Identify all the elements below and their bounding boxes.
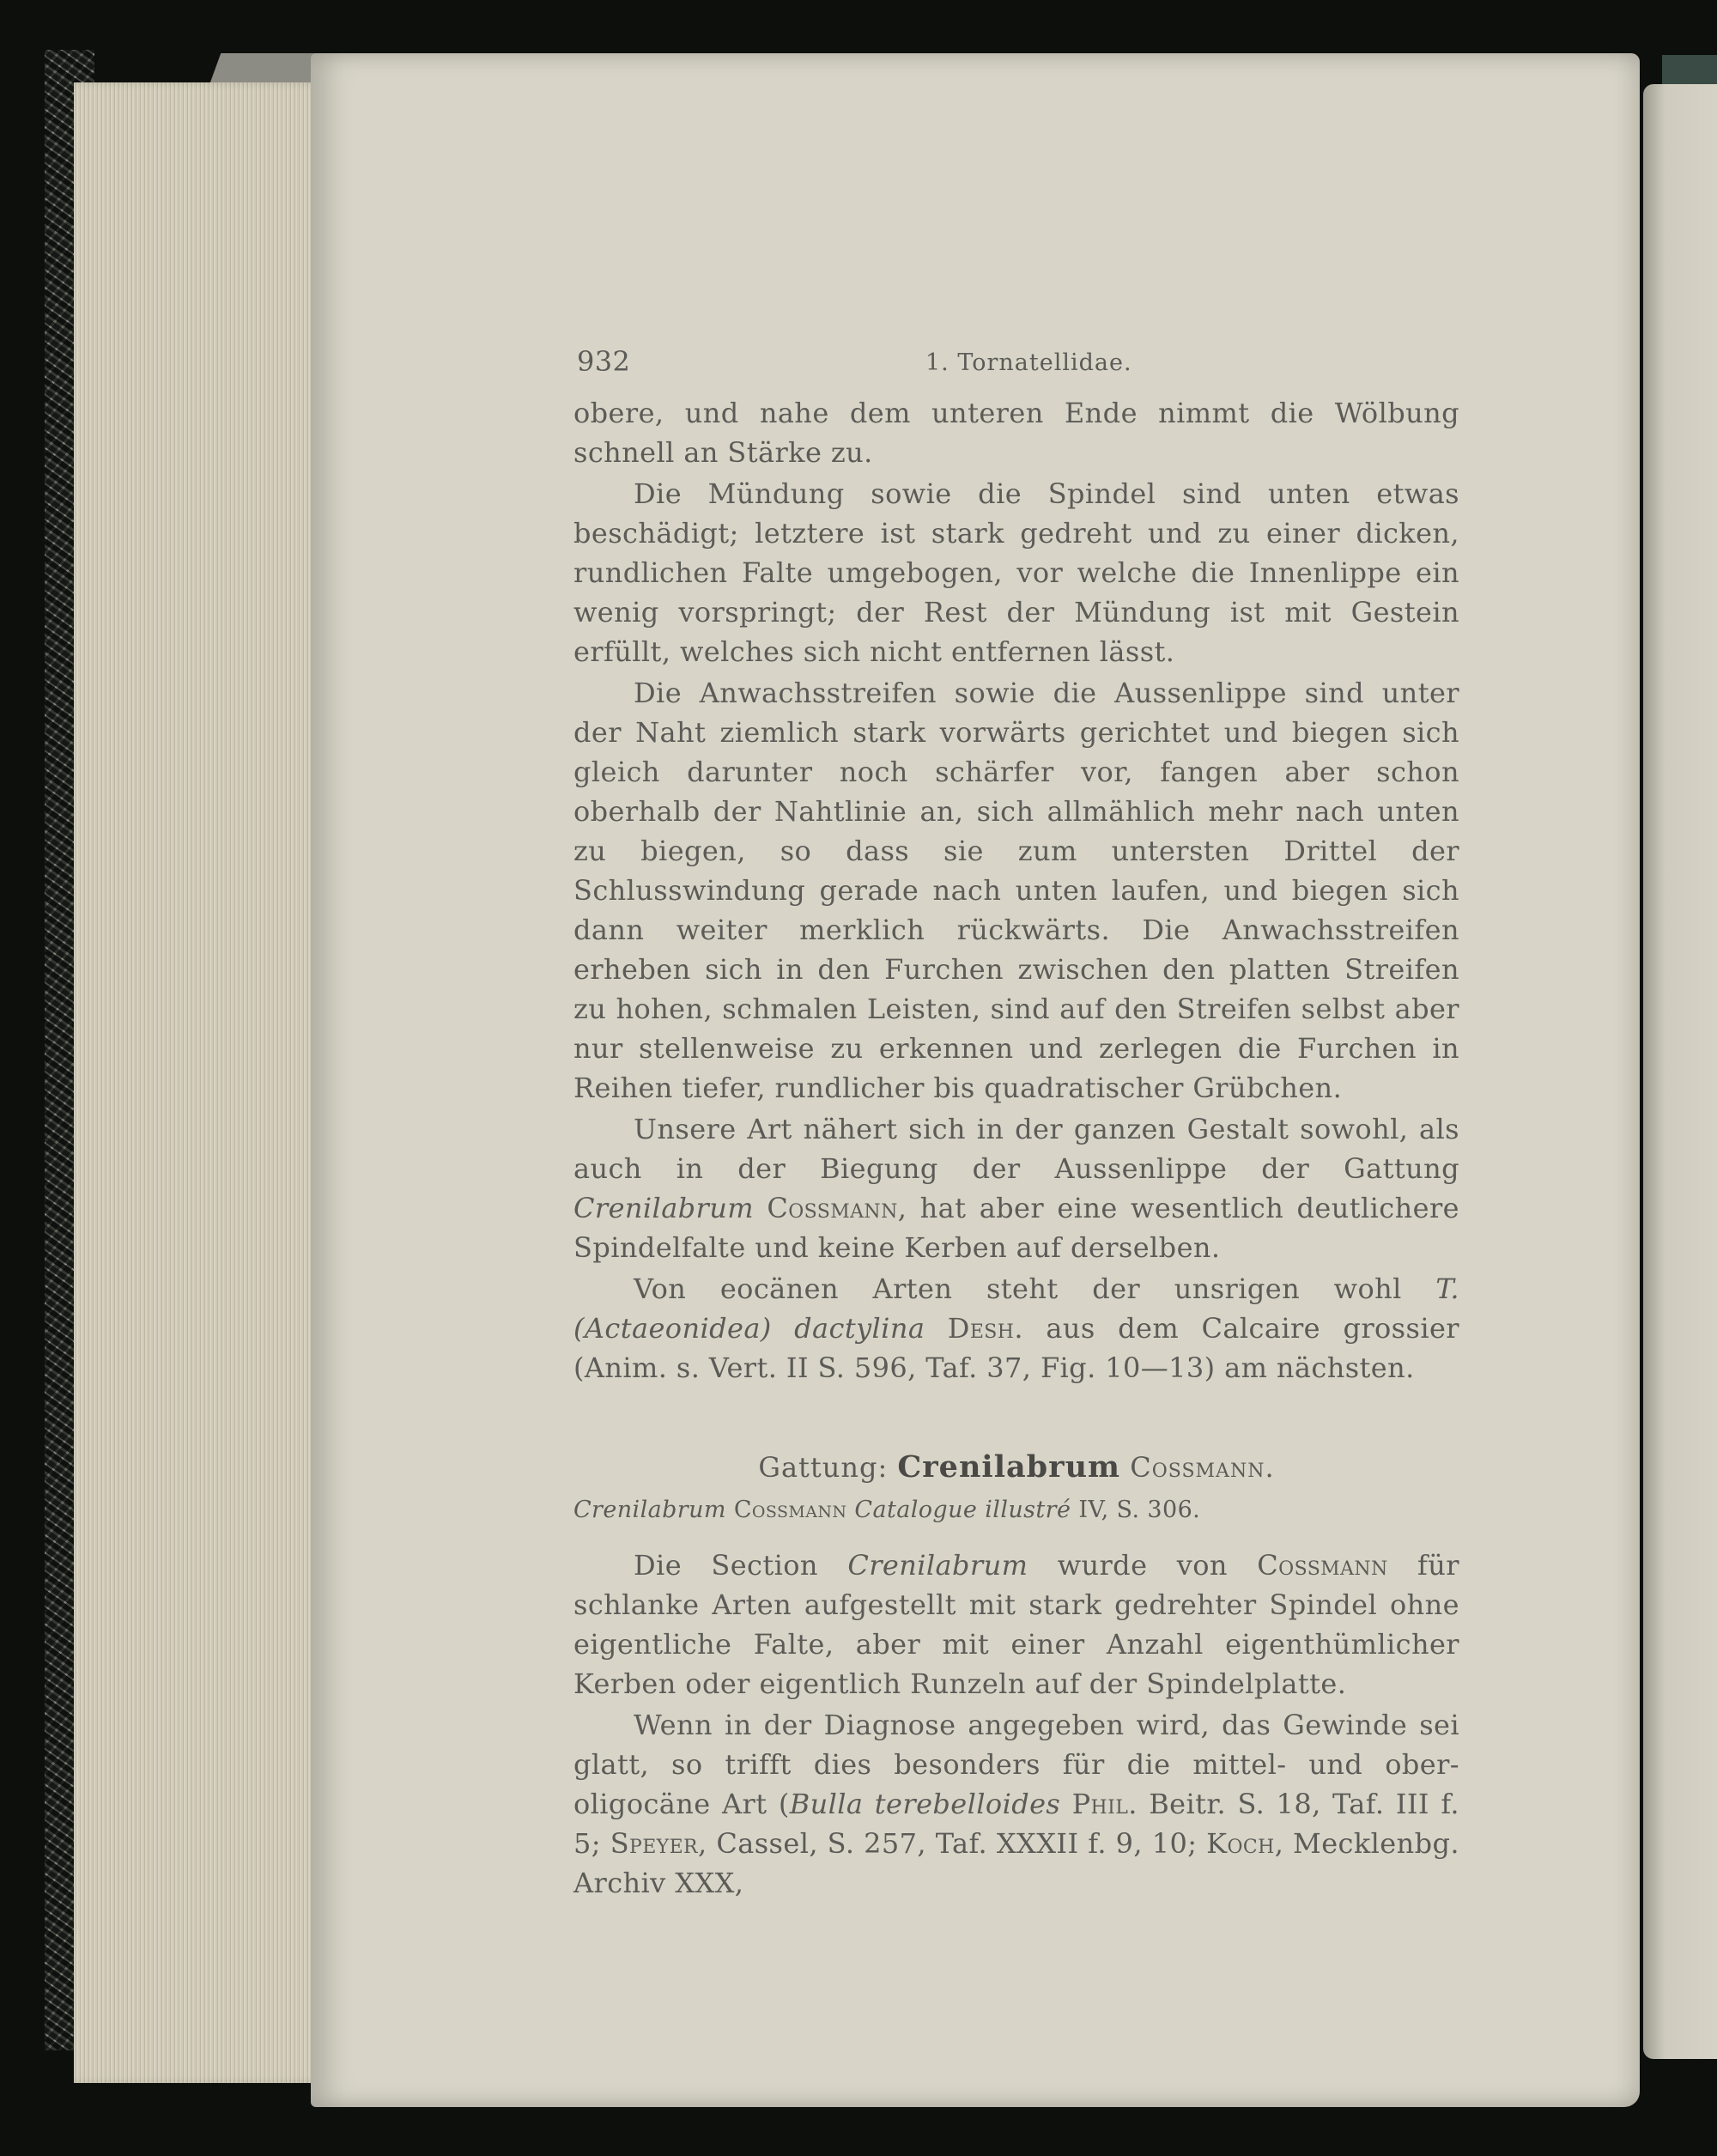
- paragraph-5: [573, 1269, 1459, 1388]
- synonym-ref: IV, S. 306.: [1071, 1497, 1201, 1523]
- paragraph-7: [573, 1705, 1459, 1903]
- page-content: [573, 342, 1459, 1903]
- p6-author: Cossmann: [1257, 1549, 1388, 1582]
- synonym-genus: Crenilabrum: [573, 1497, 726, 1523]
- p5-text-a: Von eocänen Arten steht der unsrigen wohl: [634, 1272, 1436, 1305]
- p7-author-phil: Phil.: [1071, 1788, 1138, 1820]
- p5-species-name: T. (Actaeonidea) dactylina: [573, 1272, 1459, 1345]
- p7-text-d: Beitr. S. 18, Taf. III f. 5;: [573, 1788, 1460, 1860]
- paragraph-1: obere, und nahe dem unteren Ende nimmt die Wölbung schnell an Stärke zu.: [573, 397, 1459, 469]
- running-head: 1. Tornatellidae.: [925, 349, 1132, 376]
- p7-text-h: , Mecklenbg. Archiv XXX,: [573, 1827, 1459, 1899]
- synonym-work: Catalogue illustré: [854, 1497, 1071, 1523]
- p7-species-name: Bulla terebelloides: [789, 1788, 1061, 1820]
- right-cover-edge: [1662, 55, 1717, 88]
- p4-text-a: Unsere Art nähert sich in der ganzen Gestalt sowohl, als auch in der Biegung der Aussenlippe der Gattung: [573, 1113, 1459, 1185]
- paragraph-2: Die Mündung sowie die Spindel sind unten etwas beschädigt; letztere ist stark gedreht und zu einer dicken, rundlichen Falte umgebogen, vor welche die Innenlippe ein wenig vorspringt; der Rest der Mündung ist mit Gestein erfüllt, welches sich nicht entfernen lässt.: [573, 477, 1459, 668]
- p6-genus-name: Crenilabrum: [847, 1549, 1028, 1582]
- paragraph-4: [573, 1109, 1459, 1267]
- genus-heading-prefix: Gattung:: [758, 1451, 898, 1484]
- p6-text-c: wurde von: [1028, 1549, 1258, 1582]
- p4-text-d: , hat aber eine wesentlich deutlichere Spindelfalte und keine Kerben auf derselben.: [573, 1192, 1459, 1264]
- genus-heading-author: Cossmann.: [1130, 1451, 1275, 1484]
- p7-author-speyer: Speyer: [610, 1827, 699, 1860]
- page-number: 932: [577, 345, 631, 378]
- p7-author-koch: Koch: [1206, 1827, 1275, 1860]
- paragraph-6: [573, 1546, 1459, 1704]
- paragraph-3: Die Anwachsstreifen sowie die Aussenlippe sind unter der Naht ziemlich stark vorwärts gerichtet und biegen sich gleich darunter noch schärfer vor, fangen aber schon oberhalb der Nahtlinie an, sich allmählich mehr nach unten zu biegen, so dass sie zum untersten Drittel der Schlusswindung gerade nach unten laufen, und biegen sich dann weiter merklich rückwärts. Die Anwachsstreifen erheben sich in den Furchen zwischen den platten Streifen zu hohen, schmalen Leisten, sind auf den Streifen selbst aber nur stellenweise zu erkennen und zerlegen die Furchen in Reihen tiefer, rundlicher bis quadratischer Grübchen.: [573, 677, 1459, 1104]
- p4-author: Cossmann: [767, 1192, 898, 1224]
- p4-genus-name: Crenilabrum: [573, 1192, 755, 1224]
- genus-heading-name: Crenilabrum: [897, 1449, 1121, 1485]
- synonym-author: Cossmann: [733, 1497, 847, 1523]
- p6-text-e: für schlanke Arten aufgestellt mit stark gedrehter Spindel ohne eigentliche Falte, aber mit einer Anzahl eigenthümlicher Kerben oder eigentlich Runzeln auf der Spindelplatte.: [573, 1549, 1459, 1700]
- genus-heading: [573, 1448, 1459, 1487]
- synonym-line: [573, 1491, 1459, 1530]
- page-stack-edge: [74, 82, 323, 2083]
- p5-text-d: aus dem Calcaire grossier (Anim. s. Vert. II S. 596, Taf. 37, Fig. 10—13) am nächsten.: [573, 1312, 1459, 1384]
- p7-text-a: Wenn in der Diagnose angegeben wird, das Gewinde sei glatt, so trifft dies besonders für die mittel- und ober-oligocäne Art (: [573, 1709, 1459, 1820]
- p6-text-a: Die Section: [634, 1549, 848, 1582]
- p5-author: Desh.: [947, 1312, 1023, 1345]
- facing-page-edge: [1643, 84, 1717, 2059]
- p7-text-f: , Cassel, S. 257, Taf. XXXII f. 9, 10;: [698, 1827, 1207, 1860]
- page-header: [573, 342, 1459, 393]
